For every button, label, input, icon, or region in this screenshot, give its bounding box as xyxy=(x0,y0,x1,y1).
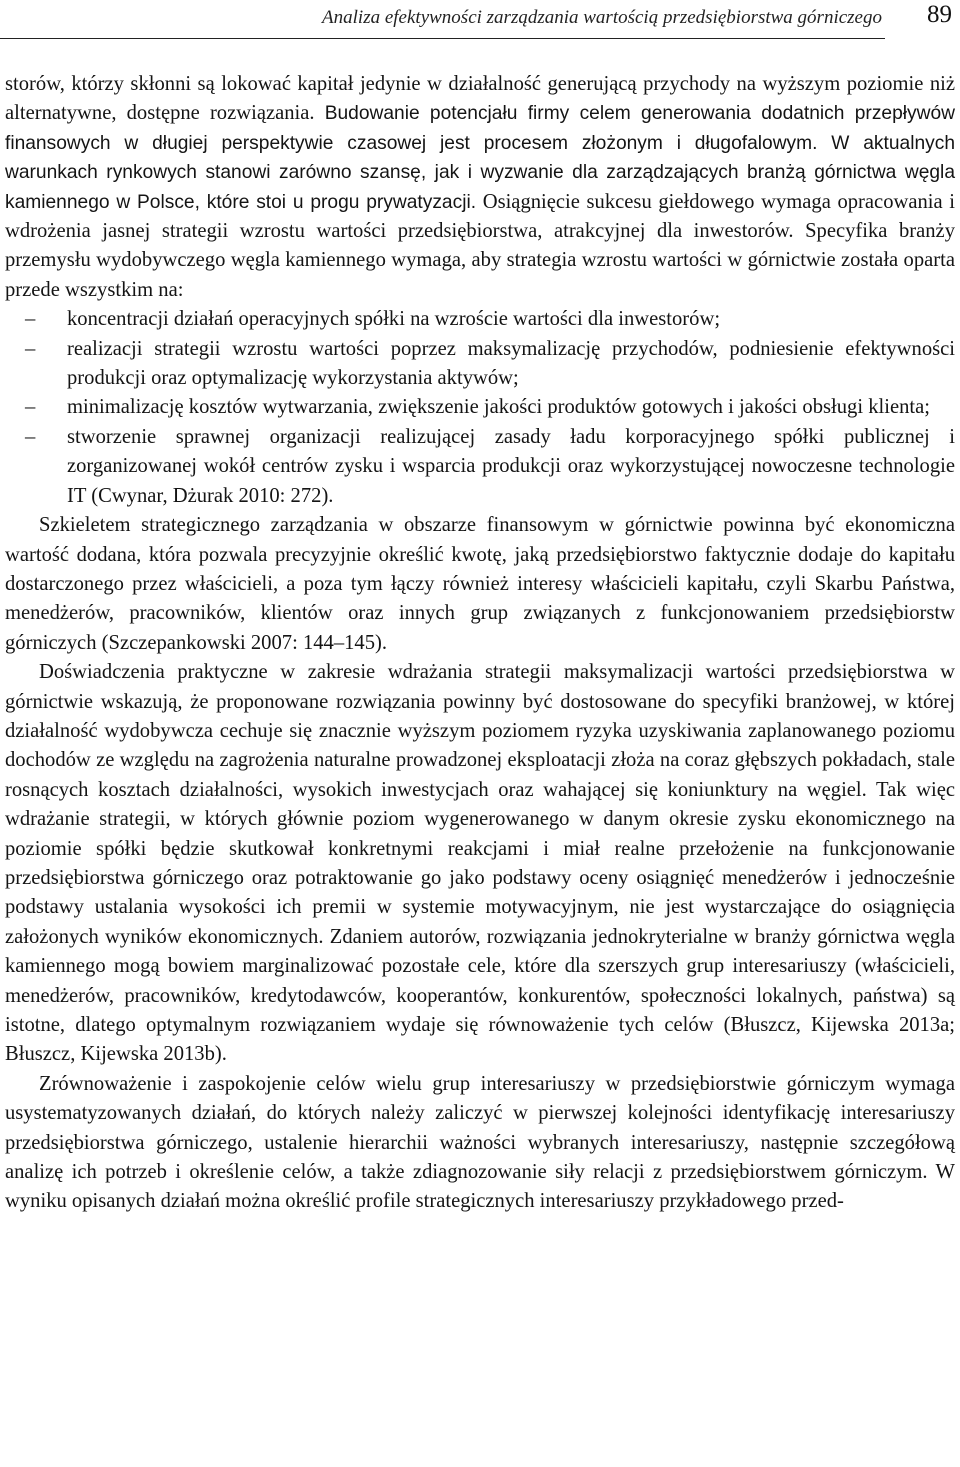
list-item xyxy=(5,335,955,394)
page-number: 89 xyxy=(927,1,952,28)
running-title: Analiza efektywności zarządzania wartością przedsiębiorstwa górniczego xyxy=(322,7,882,28)
paragraph-1-part-c: Osiągnięcie sukcesu giełdowego wymaga opracowania i wdrożenia jasnej strategii wzrostu wartości przedsiębiorstwa, atrakcyjnej dla inwestorów. Specyfika branży przemysłu wydobywczego węgla kamiennego wymaga, aby strategia wzrostu wartości w górnictwie została oparta przede wszystkim na: xyxy=(5,190,956,301)
list-item-text: minimalizację kosztów wytwarzania, zwiększenie jakości produktów gotowych i jakości obsługi klienta; xyxy=(67,396,930,419)
list-item-text: realizacji strategii wzrostu wartości poprzez maksymalizację przychodów, podniesienie efektywności produkcji oraz optymalizację wykorzystania aktywów; xyxy=(67,337,955,390)
paragraph-3: Doświadczenia praktyczne w zakresie wdrażania strategii maksymalizacji wartości przedsiębiorstwa w górnictwie wskazują, że proponowane rozwiązania powinny być dostosowane do specyfiki branżowej, w której działalność wydobywcza cechuje się znacznie wyższym poziomem ryzyka uzyskiwania zaplanowanego poziomu dochodów ze względu na zagrożenia naturalne prowadzonej eksploatacji złoża na coraz głębszych pokładach, stale rosnących kosztach działalności, wysokich inwestycjach oraz wahającej się koniunktury na węgiel. Tak więc wdrażanie strategii, w których głównie poziom wygenerowanego w danym okresie zysku ekonomicznego na poziomie spółki będzie skutkował konkretnymi reakcjami i miał realne przełożenie na funkcjonowanie przedsiębiorstwa górniczego oraz potraktowanie go jako podstawy oceny osiągnięć menedżerów i jednocześnie podstawy ustalania wysokości ich premii w systemie motywacyjnym, nie jest wystarczające do osiągnięcia założonych wyników ekonomicznych. Zdaniem autorów, rozwiązania jednokryterialne w branży górnictwa węgla kamiennego mogą bowiem marginalizować pozostałe cele, które dla szerszych grup interesariuszy (właścicieli, menedżerów, pracowników, kredytodawców, kooperantów, konkurentów, społeczności lokalnych, państwa) są istotne, dlatego optymalnym rozwiązaniem wydaje się równoważenie tych celów (Błuszcz, Kijewska 2013a; Błuszcz, Kijewska 2013b). xyxy=(5,661,955,1066)
running-head xyxy=(0,0,960,40)
paragraph-1-part-b: Budowanie potencjału firmy celem generowania dodatnich przepływów finansowych w długiej perspektywie czasowej jest procesem złożonym i długofalowym. W aktualnych warunkach rynkowych stanowi zarówno szansę, jak i wyzwanie dla zarządzających branżą górnictwa węgla kamiennego w Polsce, które stoi u progu prywatyzacji. xyxy=(5,103,955,213)
list-item xyxy=(5,393,955,422)
list-item-text: koncentracji działań operacyjnych spółki na wzroście wartości dla inwestorów; xyxy=(67,308,721,331)
list-dash: – xyxy=(25,337,36,360)
list-item xyxy=(5,305,955,334)
list-item xyxy=(5,423,955,511)
header-rule xyxy=(0,38,885,39)
list-dash: – xyxy=(25,396,36,419)
paragraph-2: Szkieletem strategicznego zarządzania w obszarze finansowym w górnictwie powinna być ekonomiczna wartość dodana, która pozwala precyzyjnie określić kwotę, jaką przedsiębiorstwo faktycznie dodaje do kapitału dostarczonego przez właścicieli, a poza tym łączy również interesy właścicieli kapitału, czyli Skarbu Państwa, menedżerów, pracowników, klientów oraz innych grup związanych z funkcjonowaniem przedsiębiorstw górniczych (Szczepankowski 2007: 144–145). xyxy=(5,514,955,654)
paragraph-4: Zrównoważenie i zaspokojenie celów wielu grup interesariuszy w przedsiębiorstwie górniczym wymaga usystematyzowanych działań, do których należy zaliczyć w pierwszej kolejności identyfikację interesariuszy przedsiębiorstwa górniczego, ustalenie hierarchii ważności wybranych interesariuszy, następnie szczegółową analizę ich potrzeb i określenie celów, a także zdiagnozowanie siły relacji z przedsiębiorstwem górniczym. W wyniku opisanych działań można określić profile strategicznych interesariuszy przykładowego przed- xyxy=(5,1072,955,1213)
strategy-list xyxy=(5,305,955,511)
body-text xyxy=(5,70,955,1217)
list-item-text: stworzenie sprawnej organizacji realizującej zasady ładu korporacyjnego spółki publicznej i zorganizowanej wokół centrów zysku i wsparcia produkcji oraz wykorzystującej nowoczesne technologie IT (Cwynar, Dżurak 2010: 272). xyxy=(67,425,955,507)
paragraph-1-part-a: storów, którzy skłonni są lokować kapitał jedynie w działalność generującą przychody na wyższym poziomie niż alternatywne, dostępne rozwiązania. xyxy=(5,73,955,125)
list-dash: – xyxy=(25,308,36,331)
paragraph-1 xyxy=(5,70,955,305)
list-dash: – xyxy=(25,425,36,448)
